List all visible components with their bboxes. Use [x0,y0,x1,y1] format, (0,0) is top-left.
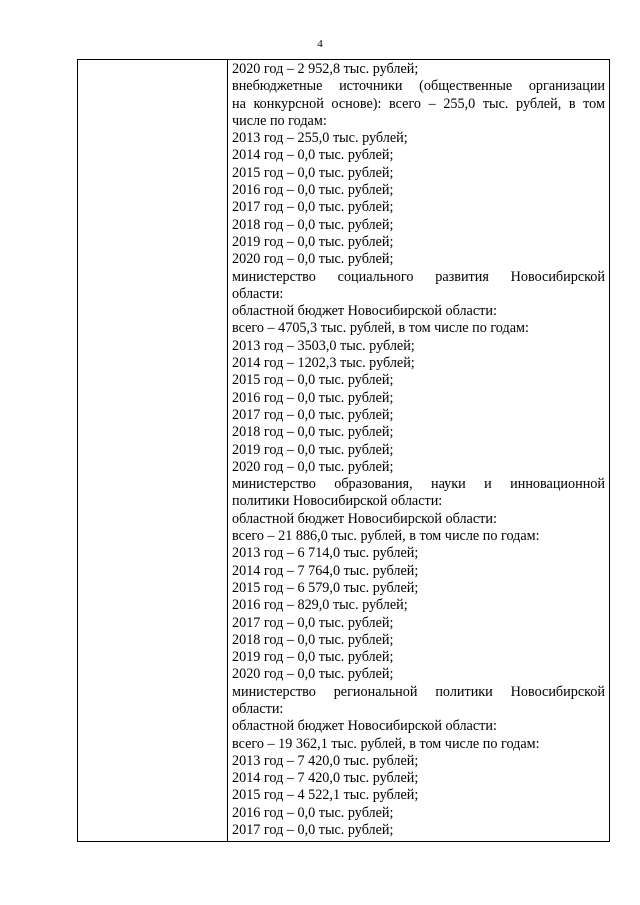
text-line: 2016 год – 0,0 тыс. рублей; [232,804,394,821]
text-line: 2020 год – 0,0 тыс. рублей; [232,251,394,268]
table-right-cell [232,61,605,839]
text-line: области: [232,700,284,717]
text-line: 2016 год – 0,0 тыс. рублей; [232,389,394,406]
text-line: 2019 год – 0,0 тыс. рублей; [232,441,394,458]
text-line: областной бюджет Новосибирской области: [232,303,497,320]
text-line: 2019 год – 0,0 тыс. рублей; [232,233,394,250]
text-line: 2016 год – 0,0 тыс. рублей; [232,182,394,199]
text-line: всего – 4705,3 тыс. рублей, в том числе по годам: [232,320,529,337]
text-line: 2020 год – 0,0 тыс. рублей; [232,458,394,475]
text-line: 2018 год – 0,0 тыс. рублей; [232,424,394,441]
text-line: 2014 год – 7 764,0 тыс. рублей; [232,562,419,579]
text-line: 2015 год – 0,0 тыс. рублей; [232,372,394,389]
text-line: всего – 19 362,1 тыс. рублей, в том числе по годам: [232,735,540,752]
text-line: 2017 год – 0,0 тыс. рублей; [232,406,394,423]
text-line: 2014 год – 1202,3 тыс. рублей; [232,355,415,372]
text-line: 2013 год – 255,0 тыс. рублей; [232,130,408,147]
text-line: числе по годам: [232,112,327,129]
text-line: политики Новосибирской области: [232,493,443,510]
text-line: 2020 год – 2 952,8 тыс. рублей; [232,61,419,77]
text-line: 2013 год – 7 420,0 тыс. рублей; [232,752,419,769]
text-line: 2015 год – 0,0 тыс. рублей; [232,164,394,181]
text-line: всего – 21 886,0 тыс. рублей, в том числе по годам: [232,528,540,545]
text-line: областной бюджет Новосибирской области: [232,718,497,735]
text-line: областной бюджет Новосибирской области: [232,510,497,527]
text-line: области: [232,285,284,302]
text-line: 2014 год – 7 420,0 тыс. рублей; [232,770,419,787]
text-line: 2017 год – 0,0 тыс. рублей; [232,614,394,631]
text-line: 2018 год – 0,0 тыс. рублей; [232,216,394,233]
text-line: министерство региональной политики Новосибирской [232,683,605,700]
text-line: 2015 год – 4 522,1 тыс. рублей; [232,787,419,804]
page-number: 4 [317,38,323,50]
text-line: 2020 год – 0,0 тыс. рублей; [232,666,394,683]
text-line: 2017 год – 0,0 тыс. рублей; [232,822,394,839]
text-line: 2016 год – 829,0 тыс. рублей; [232,597,408,614]
text-line: на конкурсной основе): всего – 255,0 тыс. рублей, в том [232,95,605,112]
text-line: 2013 год – 3503,0 тыс. рублей; [232,337,415,354]
text-line: 2014 год – 0,0 тыс. рублей; [232,147,394,164]
text-line: 2017 год – 0,0 тыс. рублей; [232,199,394,216]
text-line: внебюджетные источники (общественные организации [232,78,605,95]
funding-table [77,59,610,842]
text-line: 2018 год – 0,0 тыс. рублей; [232,631,394,648]
text-line: 2019 год – 0,0 тыс. рублей; [232,649,394,666]
text-line: 2013 год – 6 714,0 тыс. рублей; [232,545,419,562]
text-line: министерство образования, науки и инновационной [232,476,605,493]
text-line: 2015 год – 6 579,0 тыс. рублей; [232,579,419,596]
text-line: министерство социального развития Новосибирской [232,268,605,285]
table-left-cell [78,60,228,841]
